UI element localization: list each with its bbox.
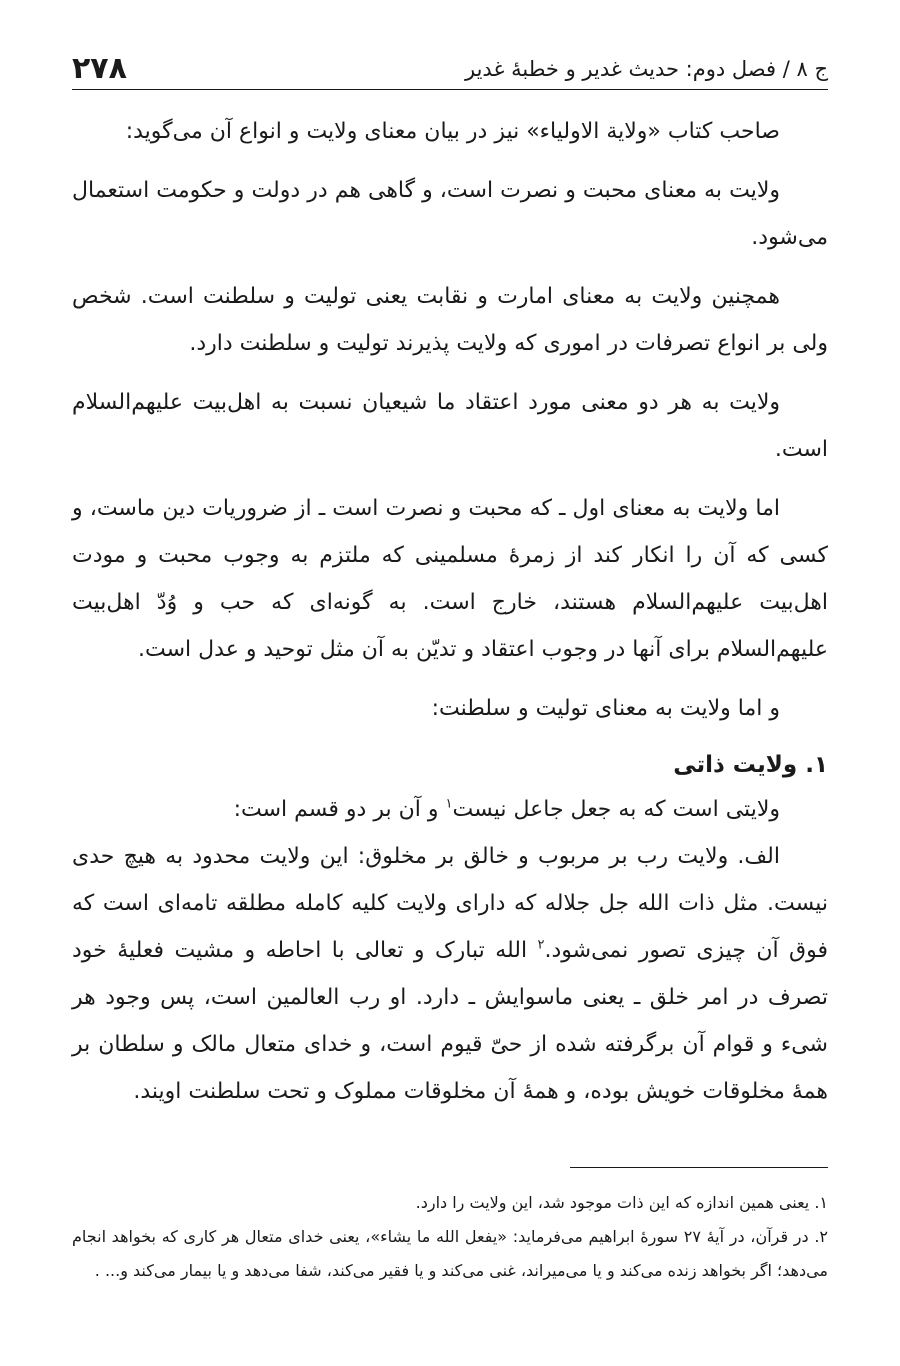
paragraph-tail: و آن بر دو قسم است:: [233, 797, 446, 822]
paragraph-text: ولایتی است که به جعل جاعل نیست: [452, 797, 780, 822]
header-rule: [72, 89, 828, 90]
paragraph-intro: صاحب کتاب «ولایة الاولیاء» نیز در بیان معنای ولایت و انواع آن می‌گوید:: [125, 119, 780, 144]
paragraph-first-meaning: اما ولایت به معنای اول ـ که محبت و نصرت است ـ از ضروریات دین ماست، و کسی که آن را انکار کند از زمرهٔ مسلمینی که ملتزم به وجوب محبت و مودت اهل‌بیت علیهم‌السلام هستند، خارج است. به گونه‌ای که حب و وُدّ اهل‌بیت علیهم‌السلام برای آنها در وجوب اعتقاد و تدیّن به آن مثل توحید و عدل است.: [72, 496, 828, 662]
footnotes: [72, 1186, 828, 1288]
running-head: ج ۸ / فصل دوم: حدیث غدیر و خطبهٔ غدیر: [464, 57, 828, 81]
footnote-1: ۱. یعنی همین اندازه که این ذات موجود شد، این ولایت را دارد.: [415, 1193, 828, 1212]
page-header: [72, 34, 828, 84]
paragraph-essential-wilayat: [72, 786, 828, 833]
paragraph-belief: ولایت به هر دو معنی مورد اعتقاد ما شیعیان نسبت به اهل‌بیت علیهم‌السلام است.: [72, 390, 828, 462]
paragraph-tail: الله تبارک و تعالی با احاطه و مشیت فعلیهٔ خود تصرف در امر خلق ـ یعنی ماسوایش ـ دارد. او رب العالمین است، پس وجود هر شیء و قوام آن برگرفته شده از حیّ قیوم است، و خدای متعال مالک و سلطان بر همهٔ مخلوقات خویش بوده، و همهٔ آن مخلوقات مملوک و تحت سلطنت اویند.: [72, 938, 828, 1104]
section-heading: ۱. ولایت ذاتی: [673, 752, 828, 778]
paragraph-imarat: همچنین ولایت به معنای امارت و نقابت یعنی تولیت و سلطنت است. شخص ولی بر انواع تصرفات در اموری که ولایت پذیرند تولیت و سلطنت دارد.: [72, 284, 828, 356]
paragraph-text: الف. ولایت رب بر مربوب و خالق بر مخلوق: این ولایت محدود به هیچ حدی نیست. مثل ذات الله جل جلاله که دارای ولایت کلیه کامله مطلقه تامه‌ای است که فوق آن چیزی تصور نمی‌شود.: [72, 844, 828, 963]
page-number: ۲۷۸: [72, 51, 127, 86]
footnote-2: ۲. در قرآن، در آیهٔ ۲۷ سورهٔ ابراهیم می‌فرماید: «یفعل الله ما یشاء»، یعنی خدای متعال هر کاری که بخواهد انجام می‌دهد؛ اگر بخواهد زنده می‌کند و یا می‌میراند، غنی می‌کند و یا فقیر می‌کند، شفا می‌دهد و یا بیمار می‌کند و... .: [72, 1227, 828, 1280]
paragraph-lord-creator: [72, 833, 828, 1115]
footnote-ref: ۱: [445, 796, 453, 812]
body-text: [72, 108, 828, 1127]
footnote-ref: ۲: [537, 937, 545, 953]
paragraph-definition: ولایت به معنای محبت و نصرت است، و گاهی هم در دولت و حکومت استعمال می‌شود.: [72, 178, 828, 250]
paragraph-second-meaning: و اما ولایت به معنای تولیت و سلطنت:: [431, 696, 780, 721]
footnote-rule: [570, 1167, 828, 1168]
